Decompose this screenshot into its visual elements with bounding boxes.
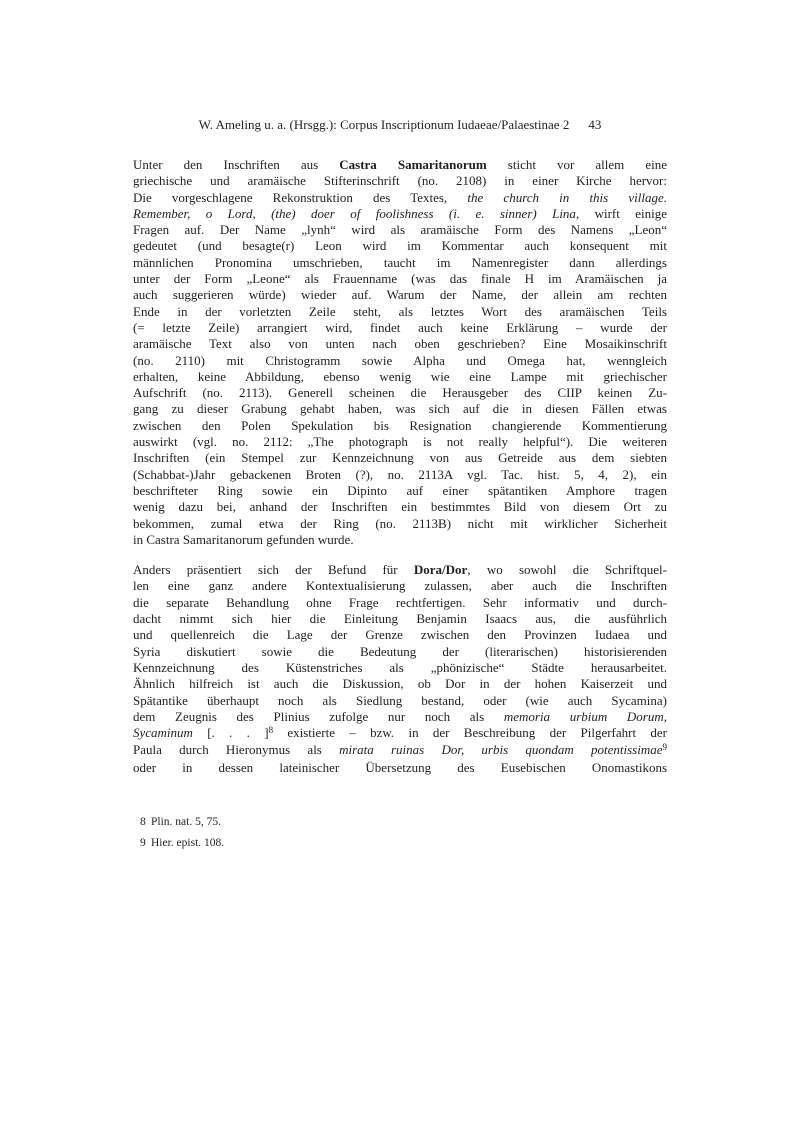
text-segment: dacht nimmt sich hier die Einleitung Benjamin Isaacs aus, die ausführlich — [133, 611, 667, 627]
text-segment: (no. 2110) mit Christogramm sowie Alpha und Omega hat, wenngleich — [133, 352, 667, 368]
text-segment: Paula durch Hieronymus als — [133, 742, 340, 758]
text-line — [133, 595, 667, 611]
text-segment: Kennzeichnung des Küstenstriches als „phönizische“ Städte herausarbeitet. — [133, 659, 667, 675]
text-line — [133, 562, 667, 578]
text-segment: aramäische Text also von unten nach oben geschrieben? Eine Mosaikinschrift — [133, 336, 667, 352]
footnotes — [133, 815, 667, 857]
text-segment: auswirkt (vgl. no. 2112: „The photograph is not really helpful“). Die weiteren — [133, 434, 667, 450]
text-segment: die separate Behandlung ohne Frage rechtfertigen. Sehr informativ und durch- — [133, 594, 667, 610]
text-line — [133, 271, 667, 287]
footnote-marker: 8 — [268, 724, 274, 735]
paragraph — [133, 157, 667, 548]
text-line — [133, 206, 667, 222]
text-segment: männlichen Pronomina umschrieben, taucht im Namenregister dann allerdings — [133, 254, 667, 270]
text-line — [133, 467, 667, 483]
text-segment: gang zu dieser Grabung gehabt haben, was sich auf die in diesen Fällen etwas — [133, 401, 667, 417]
text-segment: mirata ruinas Dor, urbis quondam potentissimae — [339, 742, 663, 758]
text-line — [133, 578, 667, 594]
text-line — [133, 385, 667, 401]
text-segment: [. . . ] — [192, 725, 269, 741]
text-segment: sticht vor allem eine — [486, 157, 667, 172]
text-segment: Dora/Dor — [413, 562, 468, 578]
text-line — [133, 742, 667, 759]
text-line — [133, 401, 667, 417]
running-head-title: W. Ameling u. a. (Hrsgg.): Corpus Inscriptionum Iudaeae/Palaestinae 2 — [198, 117, 570, 132]
text-line — [133, 644, 667, 660]
text-line — [133, 434, 667, 450]
footnote-number: 9 — [140, 837, 146, 849]
text-segment: (Schabbat-)Jahr gebackenen Broten (?), no. 2113A vgl. Tac. hist. 5, 4, 2), ein — [133, 466, 667, 482]
text-segment: Aufschrift (no. 2113). Generell scheinen die Herausgeber des CIIP keinen Zu- — [133, 385, 667, 401]
text-segment: und quellenreich die Lage der Grenze zwischen den Provinzen Iudaea und — [133, 627, 667, 643]
text-segment: (= letzte Zeile) arrangiert wird, findet auch keine Erklärung – wurde der — [133, 319, 667, 335]
text-segment: wenig dazu bei, anhand der Inschriften ein bestimmtes Bild von diesem Ort zu — [133, 499, 667, 515]
text-line — [133, 693, 667, 709]
text-segment: len eine ganz andere Kontextualisierung zulassen, aber auch die Inschriften — [133, 578, 667, 594]
text-line — [133, 499, 667, 515]
text-segment: Ende in der vorletzten Zeile steht, als letztes Wort des aramäischen Teils — [133, 303, 667, 319]
footnote — [133, 815, 667, 829]
text-line — [133, 320, 667, 336]
text-segment: Spätantike überhaupt noch als Siedlung bestand, oder (wie auch Sycamina) — [133, 692, 667, 708]
page-number: 43 — [588, 117, 602, 132]
text-segment: unter der Form „Leone“ als Frauenname (was das finale H im Aramäischen ja — [133, 271, 667, 287]
text-segment: Sycaminum — [133, 725, 193, 741]
text-line — [133, 222, 667, 238]
footnote-marker: 9 — [662, 741, 667, 752]
text-line — [133, 725, 667, 742]
text-segment: dem Zeugnis des Plinius zufolge nur noch als — [133, 708, 504, 724]
text-line — [133, 627, 667, 643]
footnote-text: Hier. epist. 108. — [151, 837, 225, 849]
text-segment: , wo sowohl die Schriftquel- — [467, 562, 667, 578]
text-line — [133, 190, 667, 206]
text-line — [133, 660, 667, 676]
text-line — [133, 516, 667, 532]
text-segment: , wirft einige — [575, 205, 667, 221]
text-segment: Fragen auf. Der Name „lynh“ wird als aramäische Form des Namens „Leon“ — [133, 222, 667, 238]
text-line — [133, 157, 667, 173]
body-text — [133, 157, 667, 776]
text-segment: Unter den Inschriften aus — [133, 157, 340, 172]
text-line — [133, 611, 667, 627]
text-line — [133, 255, 667, 271]
text-line — [133, 369, 667, 385]
text-line — [133, 450, 667, 466]
text-line — [133, 287, 667, 303]
footnote — [133, 836, 667, 850]
text-segment: memoria urbium Dorum, — [503, 708, 667, 724]
text-segment: beschrifteter Ring sowie ein Dipinto auf einer spätantiken Amphore tragen — [133, 482, 667, 498]
text-segment: zwischen den Polen Spekulation bis Resignation changierende Kommentierung — [133, 417, 667, 433]
text-line — [133, 418, 667, 434]
text-segment: Inschriften (ein Stempel zur Kennzeichnung von aus Getreide aus dem siebten — [133, 450, 667, 466]
text-line — [133, 304, 667, 320]
text-segment: Syria diskutiert sowie die Bedeutung der (literarischen) historisierenden — [133, 643, 667, 659]
text-segment: bekommen, zumal etwa der Ring (no. 2113B) nicht mit wirklicher Sicherheit — [133, 515, 667, 531]
text-line — [133, 676, 667, 692]
text-segment: the church in this village. — [467, 189, 667, 205]
text-segment: Die vorgeschlagene Rekonstruktion des Textes, — [133, 189, 468, 205]
text-segment: erhalten, keine Abbildung, ebenso wenig wie eine Lampe mit griechischer — [133, 368, 667, 384]
text-segment: existierte – bzw. in der Beschreibung der Pilgerfahrt der — [273, 725, 667, 741]
text-line — [133, 353, 667, 369]
paragraph — [133, 562, 667, 776]
text-segment: griechische und aramäische Stifterinschrift (no. 2108) in einer Kirche hervor: — [133, 173, 667, 189]
text-segment: oder in dessen lateinischer Übersetzung des Eusebischen Onomastikons — [133, 759, 667, 775]
text-segment: Ähnlich hilfreich ist auch die Diskussion, ob Dor in der hohen Kaiserzeit und — [133, 676, 667, 692]
text-line — [133, 238, 667, 254]
text-line — [133, 709, 667, 725]
text-segment: Castra Samaritanorum — [339, 157, 487, 172]
text-line — [133, 173, 667, 189]
text-segment: gedeutet (und besagte(r) Leon wird im Kommentar auch konsequent mit — [133, 238, 667, 254]
text-segment: Anders präsentiert sich der Befund für — [133, 562, 414, 578]
text-segment: in Castra Samaritanorum gefunden wurde. — [133, 531, 354, 547]
text-line — [133, 760, 667, 776]
text-segment: Remember, o Lord, (the) doer of foolishness (i. e. sinner) Lina — [133, 205, 576, 221]
footnote-text: Plin. nat. 5, 75. — [151, 816, 221, 828]
running-head — [133, 117, 667, 133]
footnote-number: 8 — [140, 816, 146, 828]
text-line — [133, 336, 667, 352]
text-segment: auch suggerieren würde) wieder auf. Warum der Name, der allein am rechten — [133, 287, 667, 303]
text-line — [133, 532, 667, 548]
text-line — [133, 483, 667, 499]
